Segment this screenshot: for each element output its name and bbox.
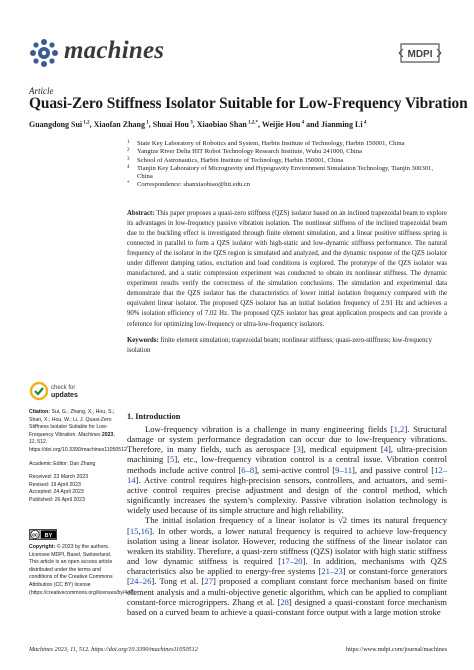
author-name: Jianming Li: [321, 120, 363, 129]
cc-by-license-icon[interactable]: [29, 529, 57, 540]
check-updates-line1: check for: [51, 385, 76, 391]
affiliation-text: School of Astronautics, Harbin Institute of Technology, Harbin 150001, China: [137, 156, 344, 164]
citation-link[interactable]: 4: [383, 444, 389, 455]
introduction-body: [127, 424, 447, 617]
check-updates-line2: updates: [51, 392, 78, 399]
copyright-label: Copyright:: [29, 544, 56, 550]
affiliation-number: 4: [127, 164, 130, 170]
mdpi-logo-icon[interactable]: [397, 41, 443, 65]
author-affiliation-sup: 3: [189, 120, 193, 126]
author-list: Guangdong Sui $^{1,2}$, Xiaofan Zhang $^1$, Shuai Hou $^3$, Xiaobiao Shan $^{1,2,*}$, Weijie Hou $^4$ and Jianming Li $^4$: [29, 120, 367, 129]
affiliation-text: State Key Laboratory of Robotics and System, Harbin Institute of Technology, Harbin 150001, China: [137, 140, 405, 147]
keywords-label: Keywords:: [127, 337, 159, 344]
body-text: ,: [138, 525, 141, 536]
affiliation-text: Tianjin Key Laboratory of Microgravity and Hypogravity Environment Simulation Technology, Tianjin 300301, China: [137, 164, 433, 181]
author-name: Weijie Hou: [261, 120, 301, 129]
body-text: ], semi-active control [: [254, 464, 336, 475]
body-text: ] designed a quasi-constant force mechanism based on a curved beam to achieve a quasi-constant force output with a large motion stroke: [127, 596, 447, 617]
author-affiliation-sup: 4: [362, 120, 367, 126]
affiliation-number: *: [127, 181, 130, 187]
citation-link[interactable]: 28: [280, 596, 289, 607]
affiliation-item: [127, 140, 447, 148]
citation-year: 2023: [101, 431, 114, 438]
citation-block: Citation: Sui, G.; Zhang, X.; Hou, S.; Shan, X.; Hou, W.; Li, J. Quasi-Zero Stiffness Isolator Suitable for Low-Frequency Vibration. Machines 2023, 11, 512. https://doi.org/10.3390/machines11050512: [29, 409, 127, 453]
article-title: Quasi-Zero Stiffness Isolator Suitable for Low-Frequency Vibration: [29, 95, 468, 112]
date-accepted: Accepted: 24 April 2023: [29, 489, 84, 496]
academic-editor: Academic Editor: Dan Zhang: [29, 460, 96, 467]
footer-citation: Machines 2023, 11, 512. https://doi.org/10.3390/machines11050512: [29, 646, 198, 653]
affiliation-item: [127, 157, 447, 165]
author-affiliation-sup: 1: [145, 120, 149, 126]
affiliations: [127, 140, 447, 190]
body-text: ] proposed a compliant constant force mechanism based on finite element analysis and a multi-objective genetic algorithm, which can be applied to compliant constant-force microgrippers. Zhang et al. [: [127, 576, 447, 607]
author-name: Xiaofan Zhang: [93, 120, 145, 129]
author-affiliation-sup: 1,2,*: [246, 120, 259, 126]
citation-volume: 11: [29, 439, 35, 446]
body-text: ]. Structural damage or system performance degradation can occur due to low-frequency vibrations. Therefore, in many fields, such as aerospace [: [127, 424, 447, 455]
citation-link[interactable]: 24–26: [129, 576, 152, 587]
citation-link[interactable]: 1: [393, 424, 398, 434]
citation-text: Sui, G.; Zhang, X.; Hou, S.; Shan, X.; Hou, W.; Li, J. Quasi-Zero Stiffness Isolator Suitable for Low-Frequency Vibration.: [29, 409, 115, 438]
abstract-text: This paper proposes a quasi-zero stiffness (QZS) isolator based on an inclined trapezoidal beam to explore its advantages in low-frequency passive vibration isolation. The nonlinear stiffness of the inclined trapezoidal beam due to the buckling effect is investigated through finite element simulation, and a linear positive stiffness spring is connected in parallel to form a QZS isolator with high-static and low-dynamic stiffness performance. The natural frequency of the isolator in the QZS region is simulated and analyzed, and the dynamic response of the QZS isolator under different damping ratios, excitation and load conditions is explored. The prototype of the QZS isolator was manufactured, and a static compression experiment was conducted to obtain its nonlinear stiffness. The dynamic experiment results verify the correctness of the simulation conclusions. The simulation and experimental data demonstrate that the QZS isolator has the characteristics of lower initial isolation frequency compared with the equivalent linear isolator. The proposed QZS isolator has an initial isolation frequency of 2.91 Hz and achieves a 90% isolation efficiency of 7.02 Hz. The proposed QZS isolator has great application prospects and can provide a reference for optimizing low-frequency or ultra-low-frequency isolators.: [127, 210, 447, 328]
journal-logo-icon: [29, 38, 59, 68]
body-text: ]. In other words, a lower natural frequency is required to achieve low-frequency isolation using a linear isolator. However, reducing the stiffness of the linear isolator can weaken its stability. Therefore, a quasi-zero stiffness (QZS) isolator with high static stiffness and low dynamic stiffness is required [: [127, 525, 447, 567]
body-text: ]. Tong et al. [: [151, 576, 205, 587]
affiliation-item: [127, 148, 447, 156]
citation-link[interactable]: 6–8: [241, 464, 255, 475]
citation-link[interactable]: 9–11: [335, 464, 353, 475]
body-text: ]. Active control requires high-precision sensors, controllers, and actuators, and semi-active control requires precise adjustment and design of the control method, which significantly increases the system’s complexity. Passive vibration isolation technology is widely used because of its simple structure and high reliability.: [127, 474, 447, 516]
affiliation-text: Yangtze River Delta HIT Robot Technology Research Institute, Wuhu 241000, China: [137, 148, 362, 156]
keywords: [127, 336, 447, 356]
affiliation-number: 3: [127, 156, 130, 162]
citation-journal: Machines: [78, 431, 101, 438]
affiliation-number: 1: [127, 140, 130, 145]
introduction-paragraph-2: [127, 515, 447, 617]
abstract: [127, 209, 447, 330]
affiliation-item: [127, 165, 447, 182]
body-text: ,: [397, 424, 401, 434]
article-info-sidebar: [29, 409, 127, 505]
affiliation-text: Correspondence: shanxiaobiao@hit.edu.cn: [137, 181, 251, 189]
body-text: ], etc., low-frequency vibration control is a central issue. Vibration control methods include active control [: [127, 454, 447, 475]
body-text: ], medical equipment [: [300, 444, 384, 455]
author-name: Guangdong Sui: [29, 120, 83, 129]
footer-journal-url[interactable]: https://www.mdpi.com/journal/machines: [346, 646, 447, 653]
affiliation-item: [127, 181, 447, 189]
journal-name: machines: [64, 37, 165, 64]
author-name: Shuai Hou: [152, 120, 189, 129]
section-heading-introduction: 1. Introduction: [127, 412, 181, 421]
date-received: Received: 23 March 2023: [29, 474, 89, 481]
author-affiliation-sup: 1,2: [82, 120, 90, 126]
citation-doi[interactable]: , 512. https://doi.org/10.3390/machines11050512: [29, 439, 127, 453]
citation-link[interactable]: 15: [129, 525, 139, 536]
citation-link[interactable]: 12–14: [127, 464, 447, 485]
body-text: Low-frequency vibration is a challenge in many engineering fields [: [145, 424, 394, 434]
check-for-updates-button[interactable]: [29, 380, 89, 402]
citation-link[interactable]: 2: [400, 424, 405, 434]
body-text: ] or constant-force generators [: [127, 566, 447, 587]
author-name: Xiaobiao Shan: [196, 120, 247, 129]
by-text: BY: [44, 533, 53, 539]
date-published: Published: 26 April 2023: [29, 496, 85, 503]
citation-link[interactable]: 5: [170, 454, 175, 465]
citation-link[interactable]: 16: [140, 525, 150, 536]
body-text: The initial isolation frequency of a linear isolator is √2 times its natural frequency [: [127, 515, 447, 536]
citation-label: Citation:: [29, 409, 51, 415]
mdpi-logo-text: MDPI: [407, 49, 433, 60]
keywords-text: finite element simulation; trapezoidal beam; nonlinear stiffness; quasi-zero-stiffness; low-frequency isolation: [127, 337, 432, 355]
copyright-text: © 2023 by the authors. Licensee MDPI, Basel, Switzerland. This article is an open access article distributed under the terms and conditions of the Creative Commons Attribution (CC BY) license (https://creativecommons.org/licenses/by/4.0/).: [29, 544, 137, 596]
body-text: ]. In addition, mechanisms with QZS characteristics also be applied to energy-free systems [: [127, 556, 447, 577]
copyright-notice: [29, 544, 137, 597]
introduction-paragraph-1: [127, 424, 447, 515]
citation-link[interactable]: 17–20: [281, 556, 303, 567]
citation-link[interactable]: 21–23: [321, 566, 343, 577]
author-affiliation-sup: 4: [300, 120, 305, 126]
citation-link[interactable]: 3: [296, 444, 301, 455]
abstract-label: Abstract:: [127, 210, 155, 217]
body-text: ], ultra-precision machining [: [127, 444, 447, 465]
date-revised: Revised: 19 April 2023: [29, 481, 81, 488]
affiliation-number: 2: [127, 148, 130, 154]
cc-text: cc: [32, 532, 38, 539]
citation-link[interactable]: 27: [204, 576, 213, 587]
article-type: Article: [29, 86, 54, 96]
body-text: ], and passive control [: [352, 464, 435, 475]
